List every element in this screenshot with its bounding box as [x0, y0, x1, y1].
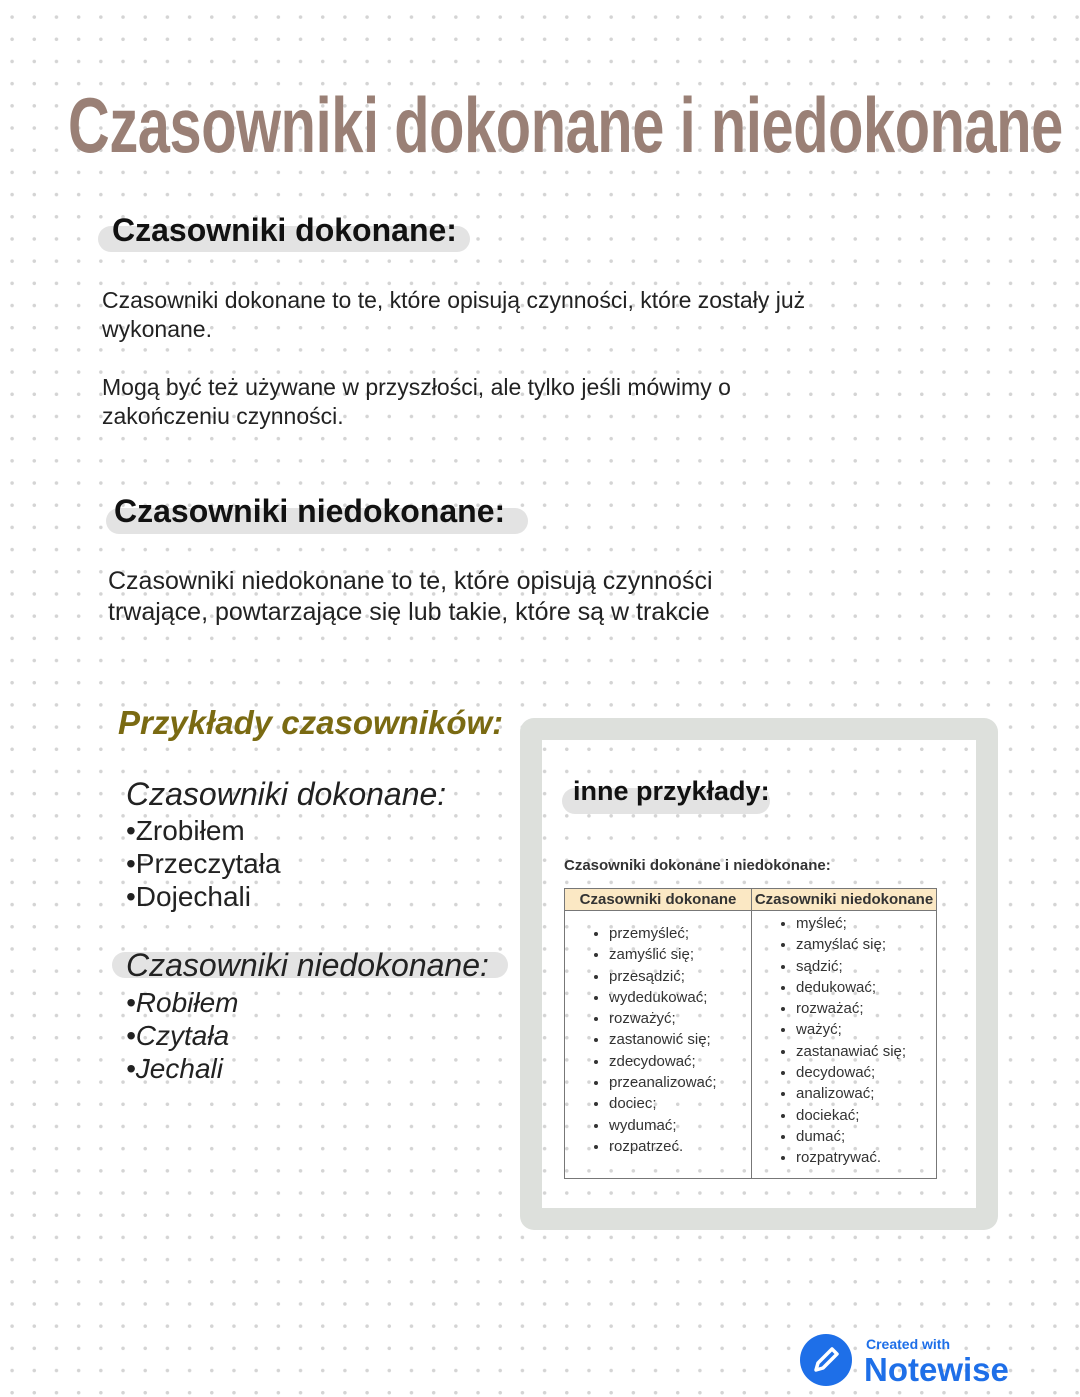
list-item: • rozpatrzeć.	[609, 1136, 751, 1157]
perfective-definition: Czasowniki dokonane to te, które opisują czynności, które zostały już wykonane.	[102, 287, 806, 342]
list-item: • przemyśleć;	[609, 923, 751, 944]
list-item: • sądzić;	[796, 956, 936, 977]
list-item: • zamyślać się;	[796, 934, 936, 955]
examples-imperfective-list	[126, 986, 239, 1085]
other-examples-heading: inne przykłady:	[573, 776, 770, 806]
list-item: • rozważać;	[796, 998, 936, 1019]
column-header: Czasowniki niedokonane	[752, 889, 937, 911]
examples-heading: Przykłady czasowników:	[118, 704, 504, 741]
table-caption: Czasowniki dokonane i niedokonane:	[564, 857, 831, 874]
verbs-table	[564, 888, 937, 1179]
list-item: • dociekać;	[796, 1105, 936, 1126]
list-item: • myśleć;	[796, 913, 936, 934]
examples-imperfective-heading: Czasowniki niedokonane:	[126, 947, 489, 983]
list-item: •Zrobiłem	[126, 815, 245, 846]
list-item: •Czytała	[126, 1020, 230, 1051]
list-item: • rozważyć;	[609, 1008, 751, 1029]
column-header: Czasowniki dokonane	[565, 889, 752, 911]
list-item: • zamyślić się;	[609, 944, 751, 965]
list-item: •Przeczytała	[126, 848, 281, 879]
list-item: • ważyć;	[796, 1019, 936, 1040]
heading-imperfective: Czasowniki niedokonane:	[114, 493, 506, 529]
list-item: • przesądzić;	[609, 966, 751, 987]
heading-perfective: Czasowniki dokonane:	[112, 212, 457, 248]
list-item: • wydedukować;	[609, 987, 751, 1008]
list-item: •Dojechali	[126, 881, 251, 912]
list-item: • wydumać;	[609, 1115, 751, 1136]
notewise-logo	[800, 1334, 852, 1386]
list-item: • dedukować;	[796, 977, 936, 998]
imperfective-list	[752, 913, 936, 1169]
list-item: • zastanawiać się;	[796, 1041, 936, 1062]
list-item: • dumać;	[796, 1126, 936, 1147]
created-with-label: Created with	[866, 1336, 951, 1352]
pencil-icon	[800, 1334, 852, 1386]
perfective-future-note: Mogą być też używane w przyszłości, ale tylko jeśli mówimy o zakończeniu czynności.	[102, 374, 731, 429]
examples-perfective-heading: Czasowniki dokonane:	[126, 776, 447, 812]
imperfective-definition: Czasowniki niedokonane to te, które opisują czynności trwające, powtarzające się lub takie, które są w trakcie	[108, 567, 713, 626]
list-item: • rozpatrywać.	[796, 1147, 936, 1168]
perfective-list	[565, 923, 751, 1157]
examples-perfective-list	[126, 814, 281, 913]
list-item: •Jechali	[126, 1053, 223, 1084]
list-item: • analizować;	[796, 1083, 936, 1104]
page-title: Czasowniki dokonane i niedokonane	[68, 81, 1063, 169]
list-item: • zdecydować;	[609, 1051, 751, 1072]
list-item: • przeanalizować;	[609, 1072, 751, 1093]
list-item: • zastanowić się;	[609, 1029, 751, 1050]
brand-name: Notewise	[864, 1351, 1009, 1388]
list-item: •Robiłem	[126, 987, 239, 1018]
list-item: • decydować;	[796, 1062, 936, 1083]
list-item: • dociec;	[609, 1093, 751, 1114]
